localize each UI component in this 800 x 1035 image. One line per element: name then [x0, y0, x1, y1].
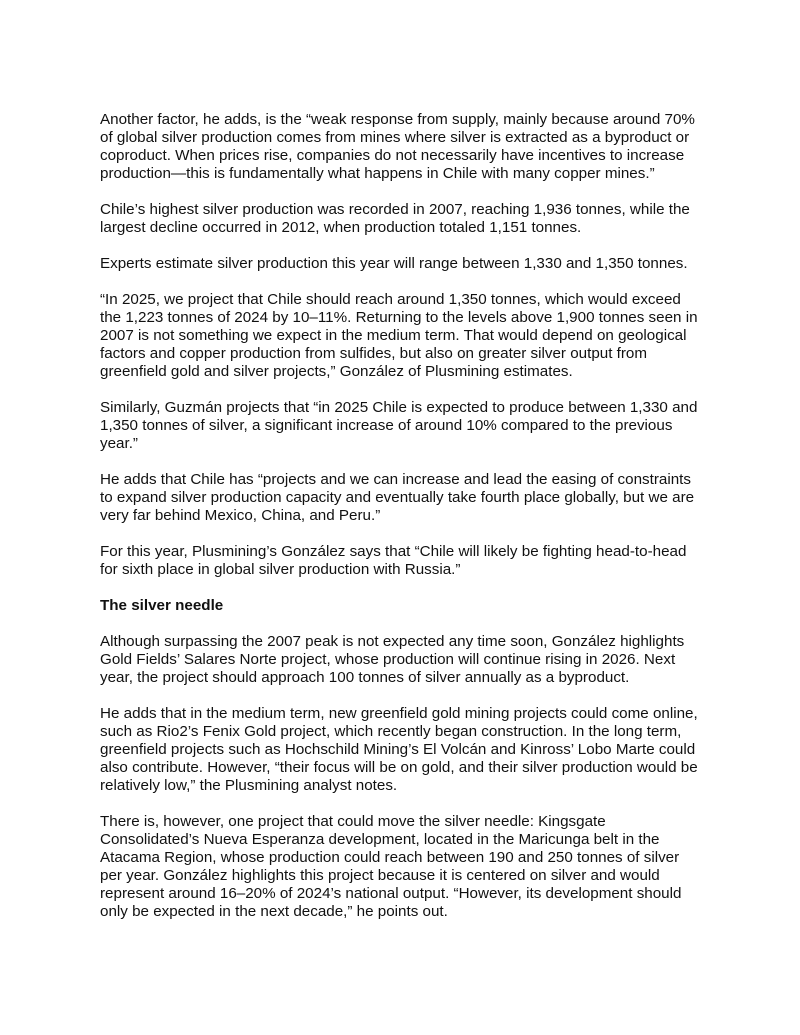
paragraph-salares-norte: Although surpassing the 2007 peak is not expected any time soon, González highlights Gold Fields’ Salares Norte project, whose production will continue rising in 2026. Next year, the project should approach 100 tonnes of silver annually as a byproduct. [100, 633, 685, 686]
paragraph-gonzalez-projection: “In 2025, we project that Chile should reach around 1,350 tonnes, which would exceed the 1,223 tonnes of 2024 by 10–11%. Returning to the levels above 1,900 tonnes seen in 2007 is not something we expect in the medium term. That would depend on geological factors and copper production from sulfides, but also on greater silver output from greenfield gold and silver projects,” González of Plusmining estimates. [100, 291, 698, 380]
paragraph-nueva-esperanza: There is, however, one project that could move the silver needle: Kingsgate Consolidated’s Nueva Esperanza development, located in the Maricunga belt in the Atacama Region, whose production could reach between 190 and 250 tonnes of silver per year. González highlights this project because it is centered on silver and would represent around 16–20% of 2024’s national output. “However, its development should only be expected in the next decade,” he points out. [100, 813, 682, 920]
paragraph-supply-response: Another factor, he adds, is the “weak response from supply, mainly because around 70% of global silver production comes from mines where silver is extracted as a byproduct or coproduct. When prices rise, companies do not necessarily have incentives to increase production—this is fundamentally what happens in Chile with many copper mines.” [100, 111, 695, 182]
paragraph-sixth-place: For this year, Plusmining’s González says that “Chile will likely be fighting head-to-head for sixth place in global silver production with Russia.” [100, 543, 687, 578]
paragraph-capacity-expansion: He adds that Chile has “projects and we can increase and lead the easing of constraints to expand silver production capacity and eventually take fourth place globally, but we are very far behind Mexico, China, and Peru.” [100, 471, 695, 524]
paragraph-production-history: Chile’s highest silver production was recorded in 2007, reaching 1,936 tonnes, while the largest decline occurred in 2012, when production totaled 1,151 tonnes. [100, 201, 690, 236]
paragraph-guzman-projection: Similarly, Guzmán projects that “in 2025 Chile is expected to produce between 1,330 and 1,350 tonnes of silver, a significant increase of around 10% compared to the previous year.” [100, 399, 698, 452]
section-heading: The silver needle [100, 597, 224, 614]
paragraph-greenfield-projects: He adds that in the medium term, new greenfield gold mining projects could come online, such as Rio2’s Fenix Gold project, which recently began construction. In the long term, greenfield projects such as Hochschild Mining’s El Volcán and Kinross’ Lobo Marte could also contribute. However, “their focus will be on gold, and their silver production would be relatively low,” the Plusmining analyst notes. [100, 705, 698, 794]
paragraph-production-estimate: Experts estimate silver production this year will range between 1,330 and 1,350 tonnes. [100, 255, 688, 272]
document-page [100, 111, 702, 939]
